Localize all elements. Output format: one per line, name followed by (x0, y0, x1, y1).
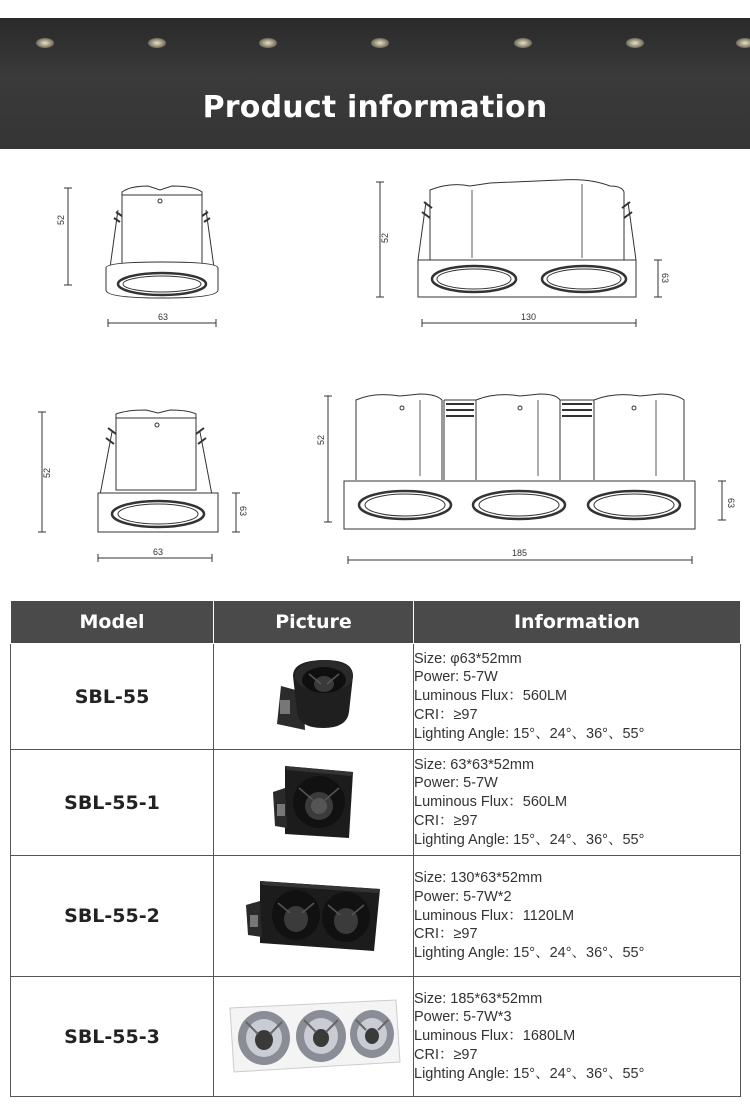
info-flux: Luminous Flux：560LM (414, 794, 568, 811)
model-name: SBL-55-1 (11, 750, 214, 856)
round-black-downlight-image (269, 654, 359, 734)
column-header-information: Information (414, 601, 741, 644)
model-name: SBL-55 (11, 644, 214, 750)
info-size: Size: 63*63*52mm (414, 756, 535, 773)
info-cri: CRI：≥97 (414, 812, 478, 829)
square-black-downlight-image (269, 758, 359, 842)
info-cri: CRI：≥97 (414, 1046, 478, 1063)
product-picture (214, 977, 414, 1097)
model-name: SBL-55-3 (11, 977, 214, 1097)
info-power: Power: 5-7W (414, 669, 498, 686)
dimension-drawings (0, 160, 750, 580)
drawing-single-round (56, 186, 218, 327)
spotlight-icon (514, 38, 532, 48)
product-info (414, 750, 741, 856)
column-header-picture: Picture (214, 601, 414, 644)
spotlight-icon (626, 38, 644, 48)
info-power: Power: 5-7W*2 (414, 888, 512, 905)
spec-table (10, 600, 741, 1097)
product-picture (214, 750, 414, 856)
info-flux: Luminous Flux：1680LM (414, 1028, 576, 1045)
triple-white-downlight-image (224, 992, 404, 1076)
dim-width-label: 63 (158, 312, 169, 322)
dim-height-label: 52 (42, 467, 52, 478)
info-power: Power: 5-7W*3 (414, 1009, 512, 1026)
spotlight-icon (371, 38, 389, 48)
dim-side-label: 63 (238, 506, 248, 517)
table-row (11, 644, 741, 750)
info-size: Size: 130*63*52mm (414, 870, 543, 887)
info-angle: Lighting Angle: 15°、24°、36°、55° (414, 831, 645, 848)
page-title: Product information (202, 90, 548, 125)
model-name: SBL-55-2 (11, 856, 214, 977)
dim-height-label: 52 (56, 214, 66, 225)
spotlight-icon (148, 38, 166, 48)
product-info (414, 644, 741, 750)
info-power: Power: 5-7W (414, 775, 498, 792)
dim-side-label: 63 (660, 273, 670, 284)
banner (0, 18, 750, 149)
double-black-downlight-image (244, 875, 384, 953)
dim-width-label: 63 (153, 547, 164, 557)
product-info (414, 856, 741, 977)
table-header-row (11, 601, 741, 644)
dim-width-label: 130 (521, 312, 537, 322)
info-flux: Luminous Flux：560LM (414, 688, 568, 705)
product-picture (214, 644, 414, 750)
table-row (11, 977, 741, 1097)
spotlight-icon (259, 38, 277, 48)
drawing-single-square (38, 410, 248, 562)
spotlight-icon (736, 38, 750, 48)
info-angle: Lighting Angle: 15°、24°、36°、55° (414, 725, 645, 742)
info-size: Size: 185*63*52mm (414, 990, 543, 1007)
drawing-triple (316, 394, 736, 564)
info-size: Size: φ63*52mm (414, 650, 522, 667)
table-row (11, 750, 741, 856)
dim-height-label: 52 (316, 434, 326, 445)
spotlight-icon (36, 38, 54, 48)
drawing-double (376, 180, 670, 327)
product-info (414, 977, 741, 1097)
dim-width-label: 185 (512, 548, 528, 558)
table-row (11, 856, 741, 977)
info-flux: Luminous Flux：1120LM (414, 907, 575, 924)
dim-side-label: 63 (726, 498, 736, 509)
product-picture (214, 856, 414, 977)
column-header-model: Model (11, 601, 214, 644)
info-angle: Lighting Angle: 15°、24°、36°、55° (414, 1065, 645, 1082)
info-angle: Lighting Angle: 15°、24°、36°、55° (414, 945, 645, 962)
info-cri: CRI：≥97 (414, 926, 478, 943)
dim-height-label: 52 (380, 232, 390, 243)
info-cri: CRI：≥97 (414, 706, 478, 723)
